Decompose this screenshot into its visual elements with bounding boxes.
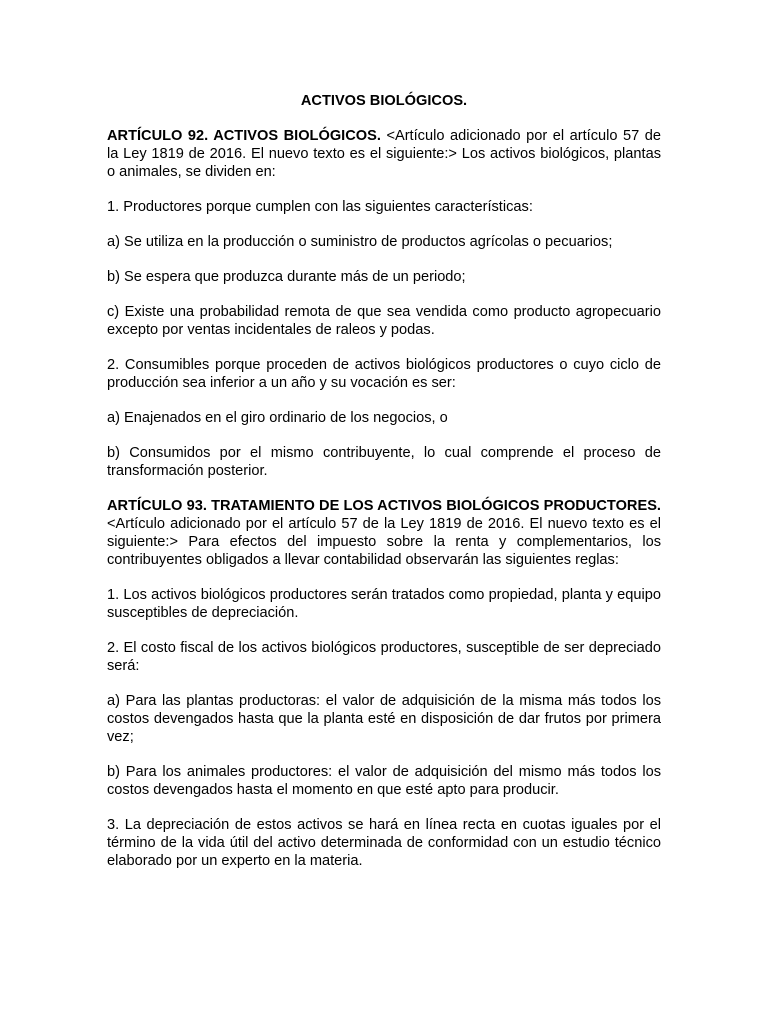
article-92-intro: <Artículo adicionado por el artículo 57 de la Ley 1819 de 2016. El nuevo texto es el siguiente:> Los activos biológicos, plantas o animales, se dividen en: <box>107 128 662 180</box>
rule-2b: b) Para los animales productores: el valor de adquisición del mismo más todos los costos devengados hasta el momento en que esté apto para producir. <box>107 764 661 798</box>
rule-1: 1. Los activos biológicos productores serán tratados como propiedad, planta y equipo susceptibles de depreciación. <box>107 587 661 621</box>
paragraph-productores-b: b) Se espera que produzca durante más de un periodo; <box>107 269 466 285</box>
article-92-heading: ARTÍCULO 92. ACTIVOS BIOLÓGICOS. <box>107 128 381 144</box>
paragraph-consumibles-a: a) Enajenados en el giro ordinario de los negocios, o <box>107 410 448 426</box>
paragraph-productores: 1. Productores porque cumplen con las siguientes características: <box>107 199 533 215</box>
document-page <box>107 92 661 887</box>
article-93-intro: <Artículo adicionado por el artículo 57 de la Ley 1819 de 2016. El nuevo texto es el siguiente:> Para efectos del impuesto sobre la renta y complementarios, los contribuyentes obligados a llevar contabilidad observarán las siguientes reglas: <box>107 516 661 568</box>
paragraph-productores-c: c) Existe una probabilidad remota de que sea vendida como producto agropecuario excepto por ventas incidentales de raleos y podas. <box>107 304 661 338</box>
paragraph-consumibles: 2. Consumibles porque proceden de activos biológicos productores o cuyo ciclo de producción sea inferior a un año y su vocación es ser: <box>107 357 661 391</box>
article-93-paragraph <box>107 497 661 569</box>
paragraph-consumibles-b: b) Consumidos por el mismo contribuyente, lo cual comprende el proceso de transformación posterior. <box>107 445 661 479</box>
article-92-paragraph <box>107 127 661 181</box>
rule-3: 3. La depreciación de estos activos se hará en línea recta en cuotas iguales por el término de la vida útil del activo determinada de conformidad con un estudio técnico elaborado por un experto en la materia. <box>107 817 661 869</box>
article-93-heading: ARTÍCULO 93. TRATAMIENTO DE LOS ACTIVOS BIOLÓGICOS PRODUCTORES. <box>107 498 661 514</box>
rule-2a: a) Para las plantas productoras: el valor de adquisición de la misma más todos los costos devengados hasta que la planta esté en disposición de dar frutos por primera vez; <box>107 693 661 745</box>
rule-2: 2. El costo fiscal de los activos biológicos productores, susceptible de ser depreciado será: <box>107 640 661 674</box>
paragraph-productores-a: a) Se utiliza en la producción o suministro de productos agrícolas o pecuarios; <box>107 234 613 250</box>
document-title: ACTIVOS BIOLÓGICOS. <box>300 93 468 109</box>
